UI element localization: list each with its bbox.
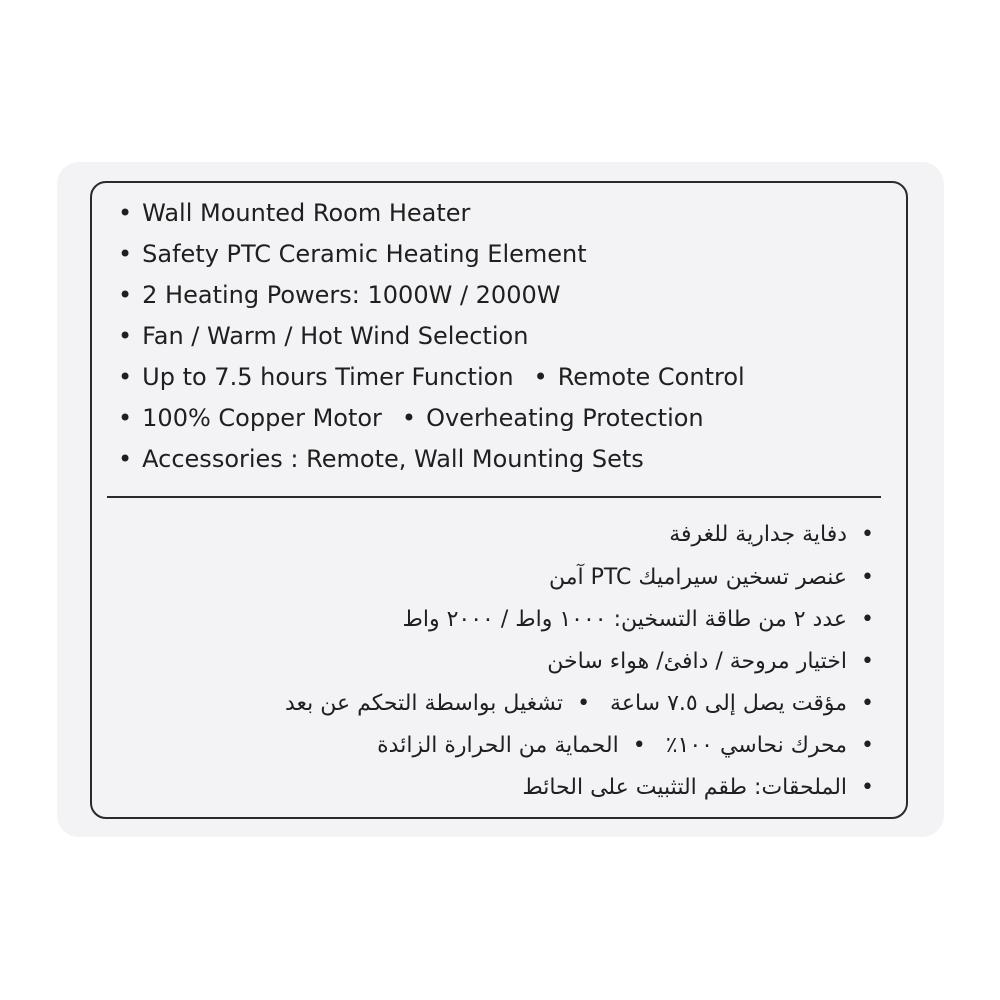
feature-ar-wall-mounted: •دفاية جدارية للغرفة xyxy=(669,522,874,547)
feature-en-wind-selection: • Fan / Warm / Hot Wind Selection xyxy=(118,322,529,350)
feature-en-wall-mounted: • Wall Mounted Room Heater xyxy=(118,199,471,227)
feature-ar-heating-powers: •عدد ٢ من طاقة التسخين: ١٠٠٠ واط / ٢٠٠٠ واط xyxy=(402,607,874,632)
feature-ar-motor-protection: •محرك نحاسي ١٠٠٪•الحماية من الحرارة الزائدة xyxy=(377,733,874,758)
feature-ar-ptc-element: •عنصر تسخين سيراميك PTC آمن xyxy=(549,565,874,590)
feature-ar-accessories: •الملحقات: طقم التثبيت على الحائط xyxy=(522,775,874,800)
feature-en-motor-protection: • 100% Copper Motor • Overheating Protection xyxy=(118,404,704,432)
feature-en-timer-remote: • Up to 7.5 hours Timer Function • Remote Control xyxy=(118,363,745,391)
section-divider xyxy=(107,496,881,498)
feature-en-ptc-element: • Safety PTC Ceramic Heating Element xyxy=(118,240,587,268)
feature-ar-wind-selection: •اختيار مروحة / دافئ/ هواء ساخن xyxy=(547,649,874,674)
feature-ar-timer-remote: •مؤقت يصل إلى ٧.٥ ساعة•تشغيل بواسطة التحكم عن بعد xyxy=(284,691,874,716)
feature-en-accessories: • Accessories : Remote, Wall Mounting Sets xyxy=(118,445,644,473)
feature-en-heating-powers: • 2 Heating Powers: 1000W / 2000W xyxy=(118,281,561,309)
